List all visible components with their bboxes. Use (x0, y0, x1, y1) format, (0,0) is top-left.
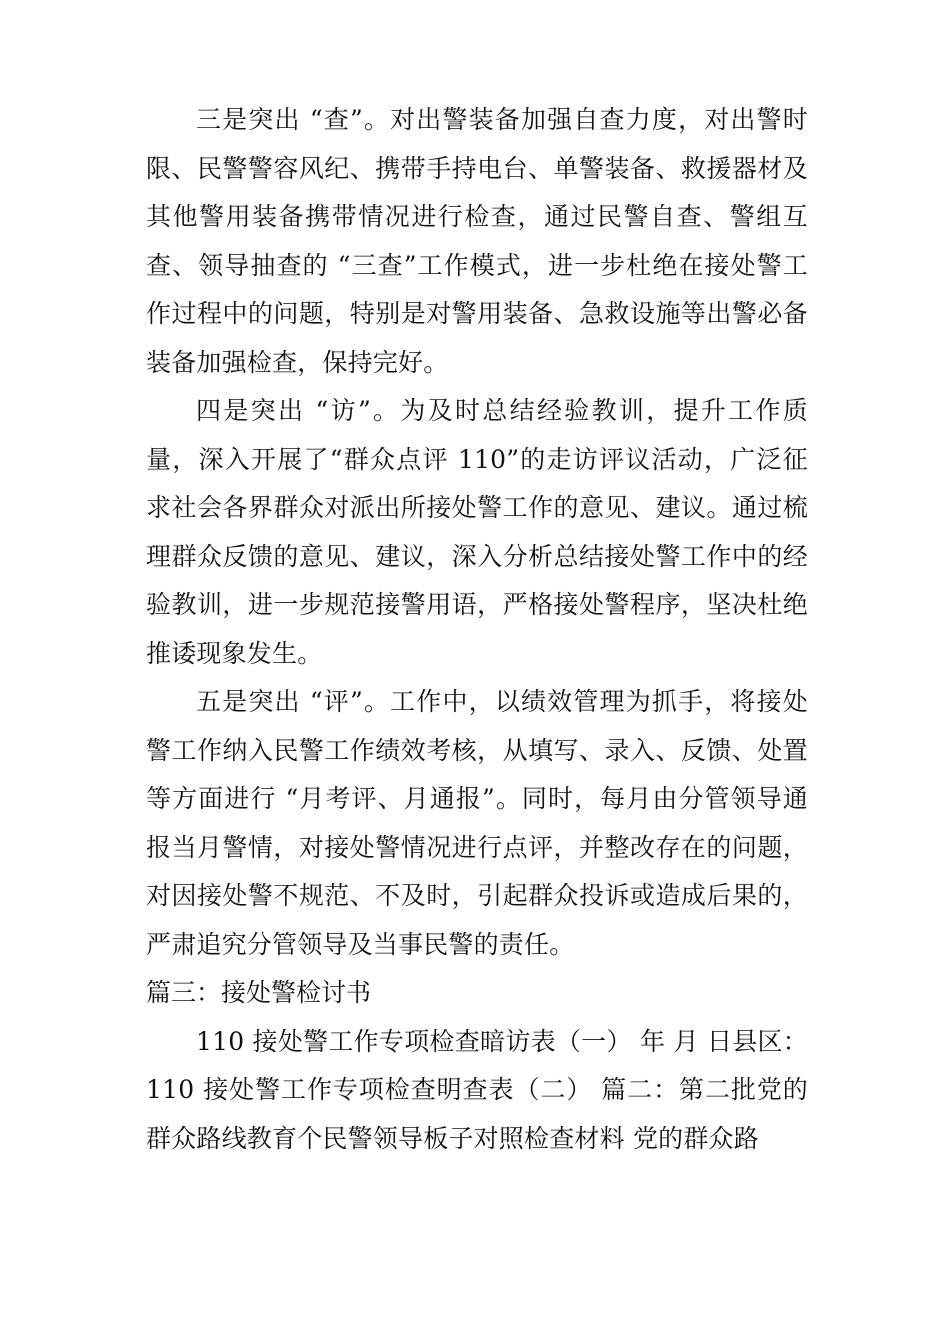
paragraph-evaluation: 五是突出 “评”。工作中，以绩效管理为抓手，将接处警工作纳入民警工作绩效考核，从填写、录入、反馈、处置等方面进行 “月考评、月通报”。同时，每月由分管领导通报当月警情，对接处警情况进行点评，并整改存在的问题，对因接处警不规范、不及时，引起群众投诉或造成后果的，严肃追究分管领导及当事民警的责任。 (146, 687, 808, 959)
section-heading: 篇三：接处警检讨书 (146, 978, 372, 1007)
paragraph-closing: 110 接处警工作专项检查暗访表（一） 年 月 日县区：110 接处警工作专项检查明查表（二） 篇二：第二批党的群众路线教育个民警领导板子对照检查材料 党的群众路 (146, 1026, 808, 1153)
paragraph-visit: 四是突出 “访”。为及时总结经验教训，提升工作质量，深入开展了“群众点评 110”的走访评议活动，广泛征求社会各界群众对派出所接处警工作的意见、建议。通过梳理群众反馈的意见、建议，深入分析总结接处警工作中的经验教训，进一步规范接警用语，严格接处警程序，坚决杜绝推诿现象发生。 (146, 396, 808, 668)
paragraph-inspection: 三是突出 “查”。对出警装备加强自查力度，对出警时限、民警警容风纪、携带手持电台、单警装备、救援器材及其他警用装备携带情况进行检查，通过民警自查、警组互查、领导抽查的 “三查”工作模式，进一步杜绝在接处警工作过程中的问题，特别是对警用装备、急救设施等出警必备装备加强检查，保持完好。 (146, 105, 808, 377)
document-body (146, 96, 808, 1163)
